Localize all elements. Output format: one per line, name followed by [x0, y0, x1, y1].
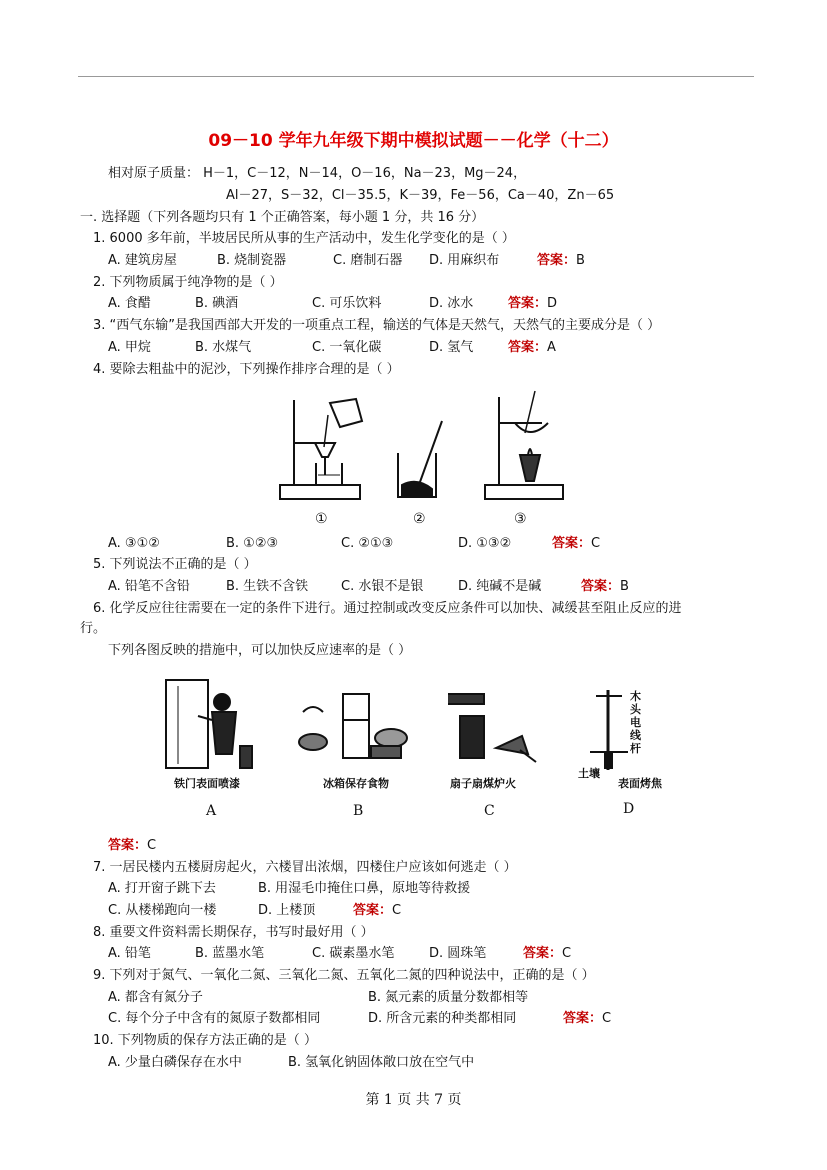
- question-8-stem: 8. 重要文件资料需长期保存，书写时最好用（ ）: [93, 925, 374, 940]
- figure-caption-c: 扇子扇煤炉火: [450, 777, 516, 790]
- figure-letter-b: B: [353, 803, 364, 819]
- question-9-stem: 9. 下列对于氮气、一氧化二氮、三氧化二氮、五氧化二氮的四种说法中，正确的是（ ）: [93, 968, 595, 983]
- scorched-pole-figure: [588, 686, 668, 774]
- answer-label: 答案：: [537, 253, 577, 268]
- q5-option-d: D. 纯碱不是碱: [458, 579, 542, 594]
- q9-option-a: A. 都含有氮分子: [108, 990, 203, 1005]
- answer-label: 答案：: [563, 1011, 603, 1026]
- page-footer: 第 1 页 共 7 页: [365, 1092, 462, 1108]
- figure-caption-a: 铁门表面喷漆: [174, 777, 240, 790]
- q1-option-a: A. 建筑房屋: [108, 253, 177, 268]
- painter-head: [214, 694, 230, 710]
- food-steam: [303, 707, 323, 712]
- coal-stove: [460, 716, 484, 758]
- q9-option-c: C. 每个分子中含有的氮原子数都相同: [108, 1011, 321, 1026]
- q3-option-b: B. 水煤气: [195, 340, 252, 355]
- answer-value: C: [147, 838, 157, 853]
- answer-value: B: [620, 579, 629, 594]
- figure-label-2: ②: [413, 511, 426, 527]
- stove-top: [448, 694, 484, 704]
- q8-answer: [523, 945, 571, 963]
- answer-label: 答案：: [508, 340, 548, 355]
- question-3-stem: 3. “西气东输”是我国西部大开发的一项重点工程，输送的气体是天然气，天然气的主要成分是（ ）: [93, 318, 661, 333]
- atomic-mass-line-1: 相对原子质量： H－1，C－12，N－14，O－16，Na－23，Mg－24，: [108, 166, 527, 181]
- question-5-stem: 5. 下列说法不正确的是（ ）: [93, 557, 257, 572]
- glass-rod-3: [525, 391, 535, 433]
- question-7-stem: 7. 一居民楼内五楼厨房起火，六楼冒出浓烟，四楼住户应该如何逃走（ ）: [93, 860, 517, 875]
- glass-rod-2: [416, 421, 442, 493]
- q4-option-c: C. ②①③: [341, 536, 394, 551]
- painter-arm: [198, 716, 212, 720]
- q9-option-d: D. 所含元素的种类都相同: [368, 1011, 517, 1026]
- refrigerator: [343, 694, 369, 758]
- q7-option-c: C. 从楼梯跑向一楼: [108, 903, 217, 918]
- q9-option-b: B. 氮元素的质量分数都相等: [368, 990, 529, 1005]
- q3-answer: [508, 339, 556, 357]
- header-rule: [78, 76, 754, 77]
- q7-answer: [353, 902, 401, 920]
- fridge-food-figure: [295, 684, 413, 770]
- answer-value: A: [547, 340, 556, 355]
- q4-option-b: B. ①②③: [226, 536, 279, 551]
- pole-label: 木头电线杆: [630, 690, 641, 755]
- evaporating-dish-3: [515, 423, 548, 432]
- answer-label: 答案：: [353, 903, 393, 918]
- charred-end: [605, 752, 612, 768]
- atomic-mass-line-2: Al－27，S－32，Cl－35.5，K－39，Fe－56，Ca－40，Zn－65: [226, 188, 615, 203]
- answer-value: C: [602, 1011, 612, 1026]
- q8-option-c: C. 碳素墨水笔: [312, 946, 395, 961]
- section-heading: 一. 选择题（下列各题均只有 1 个正确答案，每小题 1 分，共 16 分）: [80, 210, 485, 225]
- answer-value: B: [576, 253, 585, 268]
- figure-letter-a: A: [206, 803, 217, 819]
- question-1-stem: 1. 6000 多年前，半坡居民所从事的生产活动中，发生化学变化的是（ ）: [93, 231, 515, 246]
- iron-door-painting-figure: [160, 676, 260, 774]
- q2-option-d: D. 冰水: [429, 296, 474, 311]
- q4-option-a: A. ③①②: [108, 536, 160, 551]
- question-6-stem-line-1: 6. 化学反应往往需要在一定的条件下进行。通过控制或改变反应条件可以加快、减缓甚至阻止反应的进: [93, 601, 682, 616]
- alcohol-lamp-3: [520, 455, 540, 481]
- q8-option-a: A. 铅笔: [108, 946, 151, 961]
- figure-label-3: ③: [514, 511, 527, 527]
- iron-door: [166, 680, 208, 768]
- food-plate-right: [375, 729, 407, 747]
- stand-base-1: [280, 485, 360, 499]
- soil-label: 土壤: [578, 767, 600, 780]
- funnel-1: [315, 443, 335, 457]
- q5-option-b: B. 生铁不含铁: [226, 579, 309, 594]
- figure-label-1: ①: [315, 511, 328, 527]
- q1-option-d: D. 用麻织布: [429, 253, 500, 268]
- fan-stove-figure: [444, 688, 544, 770]
- q8-option-b: B. 蓝墨水笔: [195, 946, 265, 961]
- q6-answer: [108, 837, 156, 855]
- q10-option-b: B. 氢氧化钠固体敞口放在空气中: [288, 1055, 475, 1070]
- answer-label: 答案：: [508, 296, 548, 311]
- pouring-beaker-1: [330, 399, 362, 427]
- question-10-stem: 10. 下列物质的保存方法正确的是（ ）: [93, 1033, 317, 1048]
- q5-option-c: C. 水银不是银: [341, 579, 424, 594]
- q4-answer: [552, 535, 600, 553]
- question-4-stem: 4. 要除去粗盐中的泥沙，下列操作排序合理的是（ ）: [93, 362, 400, 377]
- figure-caption-b: 冰箱保存食物: [323, 777, 389, 790]
- q8-option-d: D. 圆珠笔: [429, 946, 487, 961]
- paint-can: [240, 746, 252, 768]
- beaker-1: [316, 463, 342, 485]
- q7-option-b: B. 用湿毛巾掩住口鼻，原地等待救援: [258, 881, 471, 896]
- answer-value: D: [547, 296, 558, 311]
- q9-answer: [563, 1010, 611, 1028]
- q1-option-c: C. 磨制石器: [333, 253, 403, 268]
- q3-option-d: D. 氢气: [429, 340, 474, 355]
- q4-option-d: D. ①③②: [458, 536, 512, 551]
- q1-answer: [537, 252, 585, 270]
- q2-option-a: A. 食醋: [108, 296, 151, 311]
- figure-letter-d: D: [623, 801, 635, 817]
- q7-option-a: A. 打开窗子跳下去: [108, 881, 216, 896]
- figure-letter-c: C: [484, 803, 495, 819]
- q1-option-b: B. 烧制瓷器: [217, 253, 287, 268]
- answer-value: C: [562, 946, 572, 961]
- answer-label: 答案：: [552, 536, 592, 551]
- painter-body: [212, 712, 236, 754]
- q2-answer: [508, 295, 557, 313]
- page-title: 09－10 学年九年级下期中模拟试题－－化学（十二）: [208, 131, 619, 151]
- counter: [371, 746, 401, 758]
- q7-option-d: D. 上楼顶: [258, 903, 316, 918]
- answer-value: C: [591, 536, 601, 551]
- figure-caption-d: 表面烤焦: [618, 777, 662, 790]
- stand-base-3: [485, 485, 563, 499]
- question-6-stem-line-3: 下列各图反映的措施中，可以加快反应速率的是（ ）: [108, 643, 412, 658]
- answer-label: 答案：: [108, 838, 148, 853]
- question-2-stem: 2. 下列物质属于纯净物的是（ ）: [93, 275, 283, 290]
- q3-option-a: A. 甲烷: [108, 340, 151, 355]
- q3-option-c: C. 一氧化碳: [312, 340, 382, 355]
- question-6-stem-line-2: 行。: [80, 621, 107, 636]
- answer-value: C: [392, 903, 402, 918]
- q5-answer: [581, 578, 629, 596]
- q2-option-b: B. 碘酒: [195, 296, 239, 311]
- answer-label: 答案：: [581, 579, 621, 594]
- filtration-apparatus-figure: [270, 385, 570, 510]
- q10-option-a: A. 少量白磷保存在水中: [108, 1055, 242, 1070]
- answer-label: 答案：: [523, 946, 563, 961]
- food-plate-left: [299, 734, 327, 750]
- q5-option-a: A. 铅笔不含铅: [108, 579, 190, 594]
- q2-option-c: C. 可乐饮料: [312, 296, 382, 311]
